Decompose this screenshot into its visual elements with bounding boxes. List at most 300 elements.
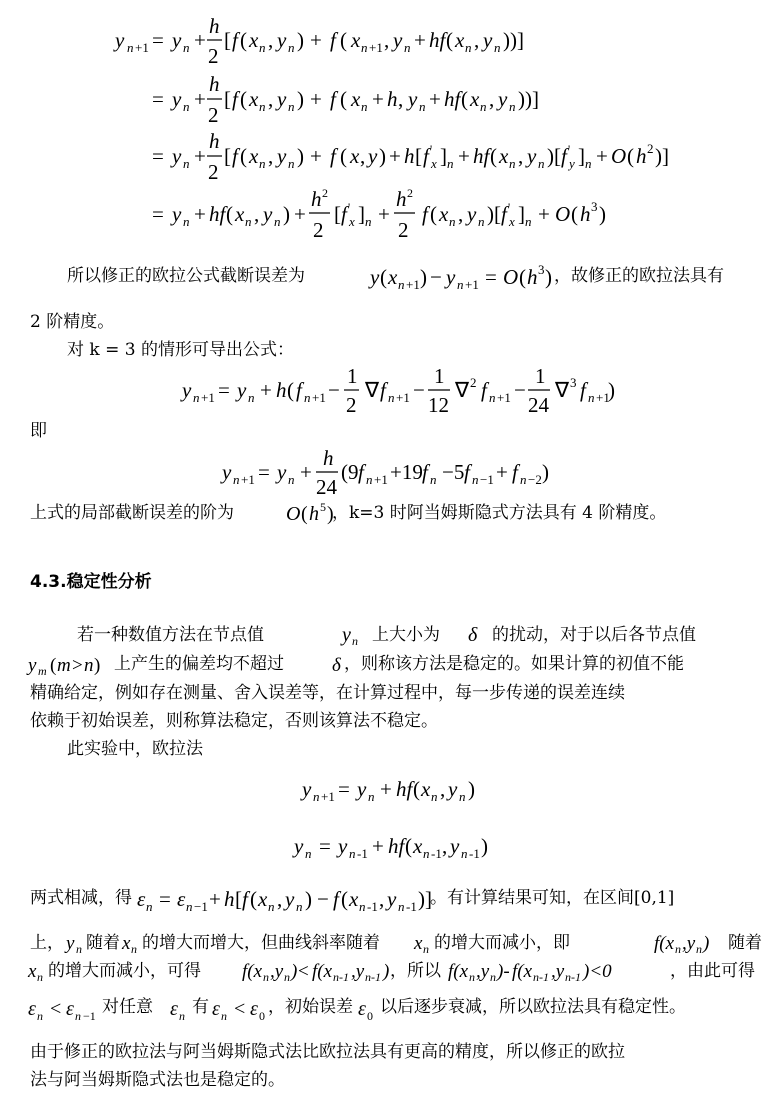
svg-text:n: n: [398, 277, 405, 292]
svg-text:2: 2: [470, 375, 477, 390]
svg-text:f: f: [481, 378, 487, 402]
svg-text:,: ,: [268, 28, 274, 52]
equation-adams-implicit: [180, 364, 620, 422]
svg-text:h: h: [323, 446, 334, 470]
svg-text:2: 2: [208, 103, 219, 127]
svg-text:,: ,: [268, 144, 274, 168]
stability-def-line2-c: ，则称该方法是稳定的。如果计算的初值不能: [344, 654, 684, 674]
svg-text:[: [: [224, 144, 231, 168]
svg-text:n: n: [461, 846, 468, 861]
svg-text:=: =: [152, 202, 164, 226]
svg-text:n-1: n-1: [565, 970, 581, 984]
svg-text:24: 24: [316, 475, 337, 499]
svg-text:(: (: [340, 87, 347, 111]
stability-def-line2-b: 上产生的偏差均不超过: [114, 654, 284, 674]
svg-text:n-1: n-1: [533, 970, 549, 984]
svg-text:(: (: [405, 834, 412, 858]
svg-text:h: h: [387, 87, 398, 111]
svg-text:n: n: [233, 472, 240, 487]
svg-text:(: (: [461, 87, 468, 111]
svg-text:h: h: [404, 144, 415, 168]
svg-text:+1: +1: [135, 40, 149, 55]
svg-text:=: =: [338, 777, 350, 801]
svg-text:f: f: [341, 202, 347, 226]
svg-text:+: +: [372, 87, 384, 111]
svg-text:y: y: [115, 28, 125, 52]
section-heading-stability: 4.3.稳定性分析: [30, 572, 152, 592]
svg-text:f: f: [380, 378, 386, 402]
svg-text:1: 1: [535, 364, 546, 388]
truncation-error-text-b: ，故修正的欧拉法具有: [554, 266, 724, 286]
svg-text:n: n: [274, 214, 281, 229]
svg-text:(: (: [490, 144, 497, 168]
svg-text:[: [: [224, 87, 231, 111]
svg-text:n: n: [359, 899, 366, 914]
svg-text:y: y: [222, 460, 232, 484]
svg-text:h: h: [396, 187, 407, 211]
svg-text:x: x: [455, 28, 465, 52]
arbitrary-text-c: ，初始误差: [268, 997, 353, 1017]
svg-text:n: n: [431, 789, 438, 804]
svg-text:hf: hf: [429, 28, 446, 52]
stability-def-line4: 依赖于初始误差，则称算法稳定，否则该算法不稳定。: [30, 711, 438, 731]
svg-text:': ': [348, 200, 351, 214]
svg-text:y: y: [467, 202, 477, 226]
svg-text:f: f: [333, 887, 339, 911]
svg-text:,: ,: [398, 87, 404, 111]
svg-text:): ): [297, 28, 304, 52]
increase-text-d: 的增大而减小，即: [434, 933, 570, 953]
increase-text-c: 的增大而增大，但曲线斜率随着: [142, 933, 380, 953]
svg-text:x: x: [350, 144, 360, 168]
svg-text:+1: +1: [406, 277, 420, 292]
svg-text:n: n: [404, 40, 411, 55]
svg-text:n: n: [313, 789, 320, 804]
svg-text:(9: (9: [341, 460, 359, 484]
svg-text:n: n: [284, 970, 290, 984]
svg-text:y: y: [450, 834, 460, 858]
svg-text:ε: ε: [170, 998, 178, 1020]
svg-text:n: n: [288, 40, 295, 55]
svg-text:+1: +1: [369, 40, 383, 55]
svg-text:(: (: [380, 265, 387, 289]
svg-text:y: y: [277, 460, 287, 484]
svg-text:(: (: [226, 202, 233, 226]
svg-text:[: [: [224, 28, 231, 52]
svg-text:+: +: [310, 87, 322, 111]
svg-text:O: O: [611, 144, 627, 168]
svg-text:y: y: [66, 933, 75, 954]
svg-text:f: f: [580, 378, 586, 402]
svg-text:(: (: [301, 503, 308, 525]
svg-text:ε: ε: [28, 998, 36, 1020]
svg-text:x: x: [28, 961, 37, 982]
svg-text:,y: ,y: [682, 933, 696, 954]
svg-text:f: f: [512, 460, 518, 484]
svg-text:)<0: )<0: [583, 961, 612, 982]
svg-text:n: n: [489, 390, 496, 405]
svg-text:−1: −1: [480, 472, 494, 487]
svg-text:x: x: [235, 202, 245, 226]
svg-text:]: ]: [440, 144, 447, 168]
svg-text:+1: +1: [497, 390, 511, 405]
epsilon-decrease-formula: [26, 993, 106, 1023]
svg-text:-1: -1: [431, 846, 442, 861]
svg-text:y: y: [569, 156, 575, 171]
svg-text:hf: hf: [444, 87, 461, 111]
svg-text:n: n: [76, 942, 82, 956]
stability-def-line3: 精确给定，例如存在测量、舍入误差等，在计算过程中，每一步传递的误差连续: [30, 683, 625, 703]
equation-adams-simplified: [220, 446, 580, 504]
svg-text:n: n: [183, 156, 190, 171]
svg-text:x: x: [499, 144, 509, 168]
svg-text:): ): [703, 933, 710, 954]
svg-text:y: y: [237, 378, 247, 402]
svg-text:f(x: f(x: [512, 961, 533, 982]
svg-text:': ': [508, 200, 511, 214]
svg-text:h: h: [276, 378, 287, 402]
svg-text:h: h: [209, 129, 220, 153]
svg-text:y: y: [277, 87, 287, 111]
svg-text:x: x: [349, 887, 359, 911]
svg-text:3: 3: [538, 262, 545, 277]
svg-text:n: n: [419, 99, 426, 114]
svg-text:y: y: [172, 144, 182, 168]
svg-text:-1: -1: [469, 846, 480, 861]
stability-def-line1-b: 上大小为: [372, 625, 440, 645]
svg-text:,: ,: [384, 28, 390, 52]
svg-text:+: +: [294, 202, 306, 226]
svg-text:+: +: [209, 887, 221, 911]
svg-text:n: n: [146, 899, 153, 914]
svg-text:=: =: [152, 28, 164, 52]
equation-euler-previous: [292, 829, 512, 863]
svg-text:y: y: [498, 87, 508, 111]
svg-text:): ): [383, 961, 390, 982]
svg-text:hf: hf: [396, 777, 413, 801]
svg-text:f(x: f(x: [448, 961, 469, 982]
svg-text:n: n: [365, 214, 372, 229]
svg-text:': ': [430, 142, 433, 156]
svg-text:x: x: [388, 265, 398, 289]
svg-text:f: f: [330, 144, 336, 168]
svg-text:>: >: [72, 655, 83, 676]
local-error-text-a: 上式的局部截断误差的阶为: [30, 503, 234, 523]
svg-text:(: (: [627, 144, 634, 168]
svg-text:2: 2: [208, 44, 219, 68]
svg-text:+1: +1: [201, 390, 215, 405]
svg-text:)[: )[: [547, 144, 561, 168]
second-order-accuracy-text: 2 阶精度。: [30, 312, 115, 332]
svg-text:n: n: [398, 899, 405, 914]
svg-text:+: +: [429, 87, 441, 111]
svg-text:n: n: [179, 1009, 185, 1023]
svg-text:n: n: [423, 846, 430, 861]
svg-text:n: n: [361, 40, 368, 55]
svg-text:<: <: [298, 961, 309, 982]
svg-text:+: +: [194, 202, 206, 226]
svg-text:2: 2: [208, 160, 219, 184]
svg-text:(: (: [519, 265, 526, 289]
svg-text:=: =: [319, 834, 331, 858]
stability-def-line1-a: 若一种数值方法在节点值: [77, 625, 264, 645]
svg-text:[: [: [235, 887, 242, 911]
conclusion-line2: 法与阿当姆斯隐式法也是稳定的。: [30, 1070, 285, 1090]
svg-text:): ): [291, 961, 298, 982]
svg-text:n: n: [296, 899, 303, 914]
svg-text:y: y: [302, 777, 312, 801]
svg-text:)-: )-: [497, 961, 510, 982]
svg-text:5: 5: [320, 500, 326, 514]
svg-text:=: =: [258, 460, 270, 484]
svg-text:y: y: [277, 28, 287, 52]
svg-text:(: (: [571, 202, 578, 226]
svg-text:y: y: [408, 87, 418, 111]
svg-text:hf: hf: [388, 834, 405, 858]
svg-text:hf: hf: [209, 202, 226, 226]
svg-text:y: y: [368, 144, 378, 168]
svg-text:−2: −2: [528, 472, 542, 487]
svg-text:m: m: [57, 655, 71, 676]
svg-text:−5: −5: [442, 460, 465, 484]
svg-text:+1: +1: [596, 390, 610, 405]
svg-text:n: n: [259, 156, 266, 171]
svg-text:x: x: [413, 834, 423, 858]
svg-text:,y: ,y: [351, 961, 365, 982]
svg-text:12: 12: [428, 393, 449, 417]
svg-text:2: 2: [407, 186, 413, 200]
svg-text:−: −: [514, 378, 526, 402]
svg-text:n: n: [193, 390, 200, 405]
svg-text:+19: +19: [390, 460, 423, 484]
svg-text:n: n: [221, 1009, 227, 1023]
svg-text:,: ,: [458, 202, 464, 226]
svg-text:(: (: [340, 28, 347, 52]
svg-text:(: (: [287, 378, 294, 402]
svg-text:1: 1: [347, 364, 358, 388]
svg-text:O: O: [286, 503, 301, 525]
svg-text:n: n: [525, 214, 532, 229]
svg-text:n: n: [368, 789, 375, 804]
svg-text:n: n: [268, 899, 275, 914]
svg-text:y: y: [172, 87, 182, 111]
svg-text:n: n: [305, 846, 312, 861]
svg-text:m: m: [38, 664, 47, 678]
svg-text:,: ,: [440, 777, 446, 801]
svg-text:x: x: [439, 202, 449, 226]
svg-text:n: n: [186, 899, 193, 914]
svg-text:+1: +1: [321, 789, 335, 804]
svg-text:n: n: [131, 942, 137, 956]
svg-text:n: n: [304, 390, 311, 405]
svg-text:n: n: [349, 846, 356, 861]
svg-text:f: f: [242, 887, 248, 911]
svg-text:+1: +1: [312, 390, 326, 405]
svg-text:h: h: [311, 187, 322, 211]
svg-text:+: +: [378, 202, 390, 226]
svg-text:): ): [468, 777, 475, 801]
svg-text:n: n: [459, 789, 466, 804]
svg-text:n: n: [183, 40, 190, 55]
svg-text:3: 3: [570, 375, 577, 390]
svg-text:(: (: [340, 144, 347, 168]
svg-text:x: x: [122, 933, 131, 954]
svg-text:O: O: [555, 202, 571, 226]
svg-text:f(x: f(x: [312, 961, 333, 982]
svg-text:n: n: [366, 472, 373, 487]
svg-text:+: +: [260, 378, 272, 402]
svg-text:(: (: [430, 202, 437, 226]
svg-text:2: 2: [346, 393, 357, 417]
conclusion-line1: 由于修正的欧拉法与阿当姆斯隐式法比欧拉法具有更高的精度，所以修正的欧拉: [30, 1042, 625, 1062]
svg-text:ε: ε: [137, 887, 146, 911]
svg-text:+: +: [372, 834, 384, 858]
stability-def-line1-c: 的扰动，对于以后各节点值: [492, 625, 696, 645]
svg-text:(: (: [413, 777, 420, 801]
svg-text:f: f: [422, 202, 428, 226]
svg-text:-1: -1: [357, 846, 368, 861]
svg-text:): ): [305, 887, 312, 911]
svg-text:x: x: [249, 87, 259, 111]
truncation-error-formula: [368, 260, 568, 294]
svg-text:): ): [420, 265, 427, 289]
svg-text:h: h: [636, 144, 647, 168]
svg-text:n: n: [245, 214, 252, 229]
svg-text:): ): [599, 202, 606, 226]
svg-text:2: 2: [313, 218, 324, 242]
svg-text:f: f: [464, 460, 470, 484]
svg-text:+: +: [596, 144, 608, 168]
svg-text:): ): [297, 144, 304, 168]
decrease-text-d: ，由此可得: [670, 961, 755, 981]
svg-text:y: y: [483, 28, 493, 52]
svg-text:n: n: [469, 970, 475, 984]
svg-text:h: h: [309, 503, 319, 525]
delta-symbol: [466, 622, 486, 648]
arbitrary-text-a: 对任意: [102, 997, 153, 1017]
svg-text:): ): [542, 460, 549, 484]
svg-text:): ): [94, 655, 101, 676]
svg-text:n: n: [361, 99, 368, 114]
svg-text:)]: )]: [655, 144, 669, 168]
svg-text:−: −: [317, 887, 329, 911]
svg-text:y: y: [387, 887, 397, 911]
svg-text:x: x: [249, 28, 259, 52]
svg-text:+1: +1: [465, 277, 479, 292]
increase-text-a: 上，: [30, 933, 64, 953]
yn-symbol: [340, 622, 370, 648]
svg-text:f(x: f(x: [654, 933, 675, 954]
svg-text:n: n: [352, 634, 358, 648]
svg-text:,y: ,y: [551, 961, 565, 982]
svg-text:n: n: [183, 214, 190, 229]
svg-text:−1: −1: [194, 899, 208, 914]
svg-text:x: x: [249, 144, 259, 168]
svg-text:n: n: [37, 1009, 43, 1023]
svg-text:+: +: [380, 777, 392, 801]
svg-text:x: x: [470, 87, 480, 111]
decrease-text-b: 的增大而减小，可得: [48, 961, 201, 981]
svg-text:O: O: [503, 265, 519, 289]
svg-text:): ): [545, 265, 552, 289]
svg-text:0: 0: [367, 1009, 373, 1023]
svg-text:ε: ε: [177, 887, 186, 911]
svg-text:n: n: [430, 472, 437, 487]
svg-text:n: n: [75, 1009, 81, 1023]
svg-text:,: ,: [489, 87, 495, 111]
svg-text:f: f: [232, 28, 238, 52]
svg-text:n: n: [696, 942, 702, 956]
svg-text:y: y: [263, 202, 273, 226]
svg-text:(: (: [240, 28, 247, 52]
svg-text:1: 1: [434, 364, 445, 388]
svg-text:y: y: [277, 144, 287, 168]
svg-text:y: y: [172, 202, 182, 226]
svg-text:f: f: [296, 378, 302, 402]
svg-text:n: n: [37, 970, 43, 984]
svg-text:(: (: [341, 887, 348, 911]
svg-text:[: [: [415, 144, 422, 168]
svg-text:x: x: [414, 933, 423, 954]
svg-text:n: n: [183, 99, 190, 114]
svg-text:y: y: [446, 265, 456, 289]
svg-text:n: n: [288, 99, 295, 114]
svg-text:[: [: [334, 202, 341, 226]
svg-text:+: +: [194, 28, 206, 52]
svg-text:y: y: [393, 28, 403, 52]
svg-text:n: n: [472, 472, 479, 487]
ji-text: 即: [30, 421, 47, 441]
svg-text:−: −: [430, 265, 442, 289]
svg-text:): ): [283, 202, 290, 226]
svg-text:n-1: n-1: [333, 970, 349, 984]
arbitrary-text-b: 有: [192, 997, 209, 1017]
svg-text:ε: ε: [66, 998, 74, 1020]
svg-text:=: =: [152, 87, 164, 111]
equation-modified-euler-line1: [0, 0, 778, 250]
svg-text:)[: )[: [487, 202, 501, 226]
svg-text:f: f: [330, 28, 336, 52]
svg-text:ε: ε: [358, 998, 366, 1020]
svg-text:ε: ε: [212, 998, 220, 1020]
svg-text:δ: δ: [332, 655, 341, 676]
svg-text:y: y: [182, 378, 192, 402]
svg-text:,: ,: [379, 887, 385, 911]
increase-text-b: 随着: [86, 933, 120, 953]
svg-text:y: y: [294, 834, 304, 858]
svg-text:-1: -1: [406, 899, 417, 914]
svg-text:x: x: [351, 28, 361, 52]
truncation-error-text-a: 所以修正的欧拉公式截断误差为: [67, 266, 305, 286]
svg-text:24: 24: [528, 393, 549, 417]
svg-text:+: +: [414, 28, 426, 52]
svg-text:n: n: [259, 40, 266, 55]
svg-text:+: +: [310, 144, 322, 168]
svg-text:h: h: [224, 887, 235, 911]
svg-text:+: +: [496, 460, 508, 484]
svg-text:]: ]: [358, 202, 365, 226]
svg-text:f: f: [232, 87, 238, 111]
svg-text:3: 3: [591, 199, 598, 214]
svg-text:0: 0: [259, 1009, 265, 1023]
svg-text:−1: −1: [83, 1009, 96, 1023]
svg-text:n: n: [490, 970, 496, 984]
svg-text:]: ]: [518, 202, 525, 226]
svg-text:+: +: [310, 28, 322, 52]
svg-text:f: f: [232, 144, 238, 168]
svg-text:+: +: [194, 144, 206, 168]
svg-text:n: n: [478, 214, 485, 229]
